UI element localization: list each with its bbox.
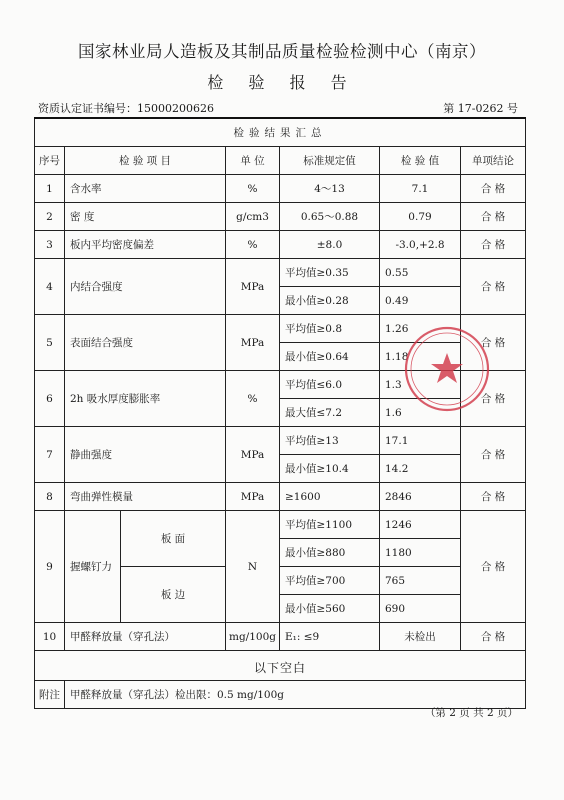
row-result: 合 格 <box>461 231 526 259</box>
row-value: 2846 <box>380 483 461 511</box>
row-value: 7.1 <box>380 175 461 203</box>
table-row <box>35 231 526 259</box>
row-no: 2 <box>35 203 65 231</box>
row-item: 弯曲弹性模量 <box>65 483 226 511</box>
row-unit: mg/100g <box>226 623 280 651</box>
row-std: ≥1600 <box>280 483 380 511</box>
row-value: 0.55 <box>380 259 461 287</box>
table-row <box>35 623 526 651</box>
row-no: 3 <box>35 231 65 259</box>
row-result: 合 格 <box>461 511 526 623</box>
table-row <box>35 175 526 203</box>
row-item: 密 度 <box>65 203 226 231</box>
row-no: 1 <box>35 175 65 203</box>
row-std: 平均值≥0.35 <box>280 259 380 287</box>
row-unit: MPa <box>226 483 280 511</box>
note-label: 附注 <box>35 680 65 708</box>
org-title: 国家林业局人造板及其制品质量检验检测中心（南京） <box>78 42 486 61</box>
row-std: 最小值≥0.28 <box>280 287 380 315</box>
table-row <box>35 483 526 511</box>
row-item: 表面结合强度 <box>65 315 226 371</box>
row-no: 10 <box>35 623 65 651</box>
row-unit: % <box>226 175 280 203</box>
row-std: ±8.0 <box>280 231 380 259</box>
row-std: 平均值≥0.8 <box>280 315 380 343</box>
row-result: 合 格 <box>461 203 526 231</box>
row-std: 平均值≤6.0 <box>280 371 380 399</box>
row-std: 4～13 <box>280 175 380 203</box>
table-row <box>35 203 526 231</box>
row-std: 平均值≥13 <box>280 427 380 455</box>
row-std: 最小值≥0.64 <box>280 343 380 371</box>
row-item: 板内平均密度偏差 <box>65 231 226 259</box>
row-std: 平均值≥1100 <box>280 511 380 539</box>
row-unit: MPa <box>226 315 280 371</box>
summary-title: 检验结果汇总 <box>35 118 526 147</box>
row-value: 17.1 <box>380 427 461 455</box>
row-std: 最大值≤7.2 <box>280 399 380 427</box>
row-no: 7 <box>35 427 65 483</box>
row-subitem-face: 板 面 <box>121 511 226 567</box>
row-std: 最小值≥560 <box>280 595 380 623</box>
row-value: -3.0,+2.8 <box>380 231 461 259</box>
row-result: 合 格 <box>461 371 526 427</box>
row-result: 合 格 <box>461 483 526 511</box>
row-item: 含水率 <box>65 175 226 203</box>
col-value: 检 验 值 <box>380 147 461 175</box>
col-unit: 单 位 <box>226 147 280 175</box>
row-item: 握螺钉力 <box>65 511 121 623</box>
row-unit: % <box>226 371 280 427</box>
row-std: 平均值≥700 <box>280 567 380 595</box>
blank-note: 以下空白 <box>254 661 307 676</box>
row-value: 1.6 <box>380 399 461 427</box>
col-item: 检 验 项 目 <box>65 147 226 175</box>
header-row <box>35 147 526 175</box>
row-std: 0.65～0.88 <box>280 203 380 231</box>
row-result: 合 格 <box>461 315 526 371</box>
row-item: 甲醛释放量（穿孔法） <box>65 623 226 651</box>
report-number: 第 17-0262 号 <box>443 102 518 115</box>
row-no: 6 <box>35 371 65 427</box>
table-row <box>35 259 526 287</box>
row-value: 1.26 <box>380 315 461 343</box>
col-std: 标准规定值 <box>280 147 380 175</box>
row-item: 2h 吸水厚度膨胀率 <box>65 371 226 427</box>
row-std: 最小值≥880 <box>280 539 380 567</box>
table-row <box>35 371 526 399</box>
table-row <box>35 511 526 539</box>
row-value: 0.79 <box>380 203 461 231</box>
blank-row <box>35 651 526 680</box>
row-no: 8 <box>35 483 65 511</box>
row-value: 0.49 <box>380 287 461 315</box>
row-no: 5 <box>35 315 65 371</box>
note-text: 甲醛释放量（穿孔法）检出限：0.5 mg/100g <box>65 680 526 708</box>
row-result: 合 格 <box>461 259 526 315</box>
row-unit: MPa <box>226 259 280 315</box>
report-title: 检 验 报 告 <box>207 73 357 92</box>
table-row <box>35 427 526 455</box>
row-item: 静曲强度 <box>65 427 226 483</box>
row-result: 合 格 <box>461 427 526 483</box>
row-value: 1.3 <box>380 371 461 399</box>
row-value: 14.2 <box>380 455 461 483</box>
row-value: 690 <box>380 595 461 623</box>
cert-number: 资质认定证书编号：15000200626 <box>38 102 214 115</box>
row-result: 合 格 <box>461 623 526 651</box>
row-std: 最小值≥10.4 <box>280 455 380 483</box>
row-value: 765 <box>380 567 461 595</box>
row-value: 未检出 <box>380 623 461 651</box>
row-item: 内结合强度 <box>65 259 226 315</box>
col-no: 序号 <box>35 147 65 175</box>
row-no: 9 <box>35 511 65 623</box>
table-row <box>35 315 526 343</box>
row-value: 1180 <box>380 539 461 567</box>
col-result: 单项结论 <box>461 147 526 175</box>
row-result: 合 格 <box>461 175 526 203</box>
row-value: 1246 <box>380 511 461 539</box>
row-unit: g/cm3 <box>226 203 280 231</box>
row-no: 4 <box>35 259 65 315</box>
row-std: E₁: ≤9 <box>280 623 380 651</box>
results-table <box>34 117 526 709</box>
row-unit: % <box>226 231 280 259</box>
page-indicator: （第 2 页 共 2 页） <box>424 707 518 719</box>
row-subitem-edge: 板 边 <box>121 567 226 623</box>
row-unit: N <box>226 511 280 623</box>
row-unit: MPa <box>226 427 280 483</box>
row-value: 1.18 <box>380 343 461 371</box>
